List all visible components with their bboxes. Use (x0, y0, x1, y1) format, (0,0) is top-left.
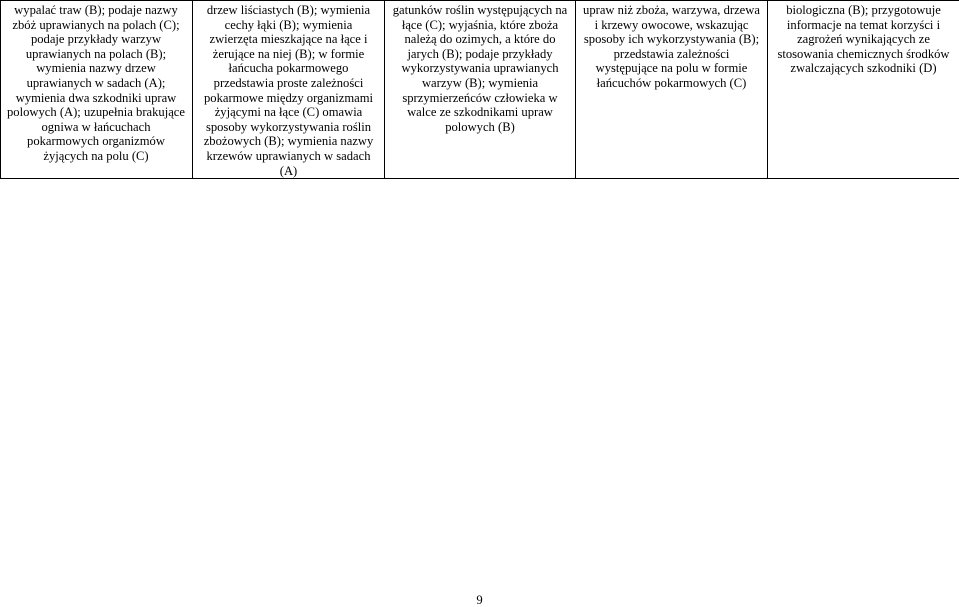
table-cell-column-3 (385, 1, 576, 179)
page-number: 9 (0, 593, 959, 607)
table-row (1, 1, 959, 179)
cell-text: upraw niż zboża, warzywa, drzewa i krzewy owocowe, wskazując sposoby ich wykorzystywania (B); przedstawia zależności występujące na polu w formie łańcuchów pokarmowych (C) (582, 3, 761, 91)
table-cell-column-2 (193, 1, 385, 179)
cell-text: biologiczna (B); przygotowuje informacje na temat korzyści i zagrożeń wynikających ze stosowania chemicznych środków zwalczających szkodniki (D) (774, 3, 953, 76)
requirements-table-wrapper (0, 0, 959, 179)
cell-text: wypalać traw (B); podaje nazwy zbóż uprawianych na polach (C); podaje przykłady warzyw uprawianych na polach (B); wymienia nazwy drzew uprawianych w sadach (A); wymienia dwa szkodniki upraw polowych (A); uzupełnia brakujące ogniwa w łańcuchach pokarmowych organizmów żyjących na polu (C) (6, 3, 186, 164)
cell-text: drzew liściastych (B); wymienia cechy łąki (B); wymienia zwierzęta mieszkające na łące i żerujące na niej (B); w formie łańcucha pokarmowego przedstawia proste zależności pokarmowe między organizmami żyjącymi na łące (C) omawia sposoby wykorzystywania roślin zbożowych (B); wymienia nazwy krzewów uprawianych w sadach (A) (199, 3, 378, 178)
cell-text: gatunków roślin występujących na łące (C); wyjaśnia, które zboża należą do ozimych, a które do jarych (B); podaje przykłady wykorzystywania uprawianych warzyw (B); wymienia sprzymierzeńców człowieka w walce ze szkodnikami upraw polowych (B) (391, 3, 569, 134)
requirements-table (0, 0, 959, 179)
table-cell-column-5 (768, 1, 959, 179)
table-cell-column-4 (576, 1, 768, 179)
table-cell-column-1 (1, 1, 193, 179)
